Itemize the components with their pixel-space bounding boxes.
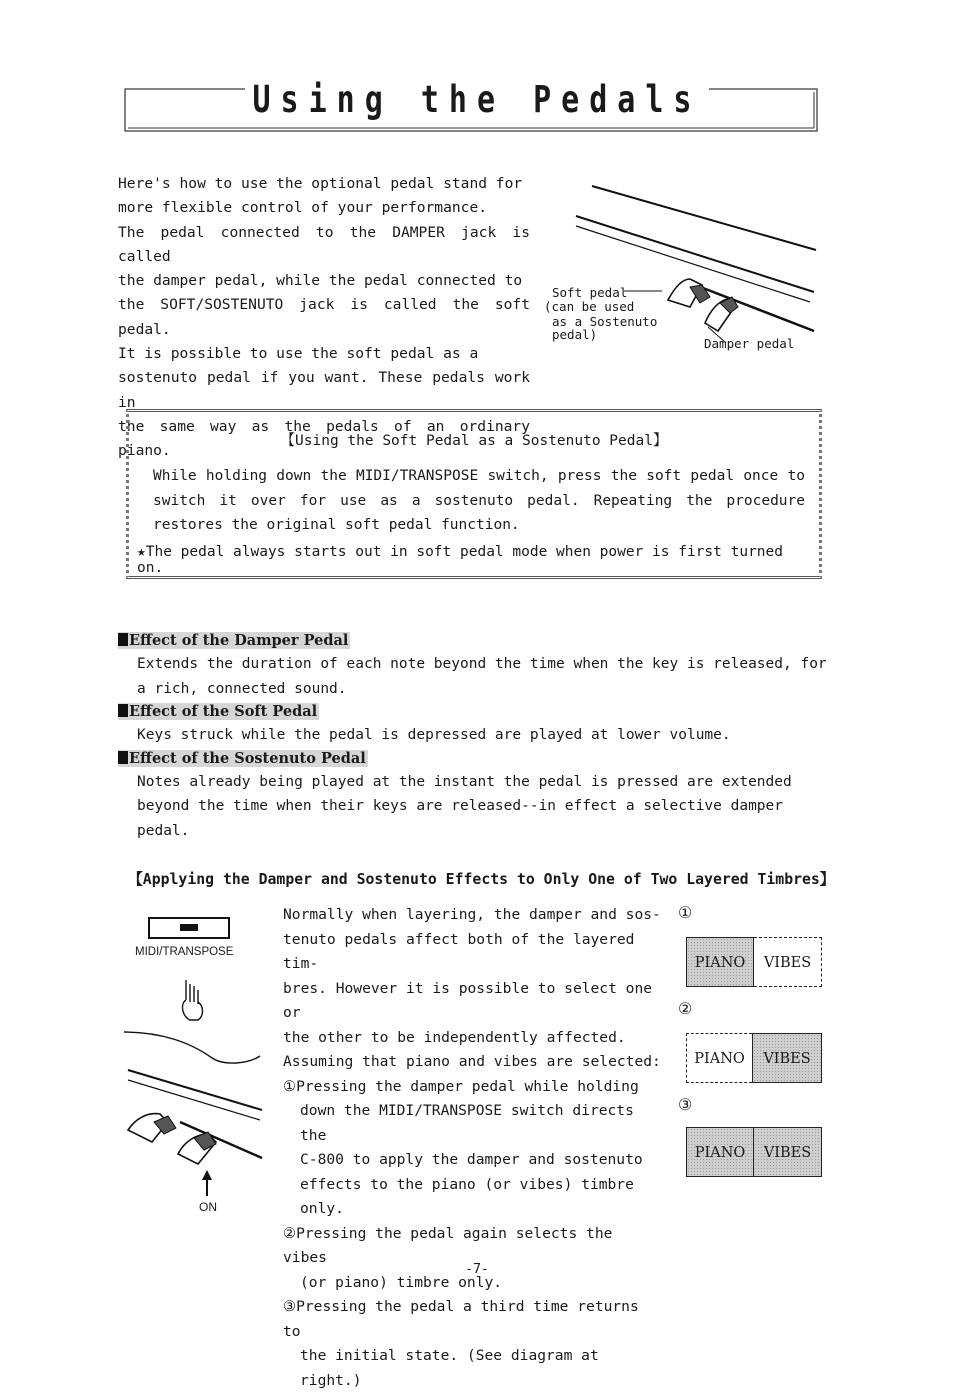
effects-section (118, 630, 830, 843)
effect-body: Extends the duration of each note beyond the time when the key is released, for a rich, connected sound. (137, 656, 827, 697)
intro-line: It is possible to use the soft pedal as a (118, 345, 479, 363)
step-1-line: down the MIDI/TRANSPOSE switch directs the (300, 1102, 634, 1144)
step-2-line: (or piano) timbre only. (300, 1273, 503, 1291)
piano-timbre-box: PIANO (686, 937, 754, 987)
intro-line: The pedal connected to the DAMPER jack is called (118, 223, 530, 265)
layering-line: Assuming that piano and vibes are selected: (283, 1053, 661, 1070)
step-3-line: ③Pressing the pedal a third time returns to (283, 1298, 639, 1340)
layering-line: bres. However it is possible to select one or (283, 979, 653, 1021)
on-label: ON (199, 1200, 217, 1214)
pedal-press-illustration (120, 972, 270, 1202)
soft-pedal-label-note: pedal) (552, 327, 598, 342)
diagram-step-number: ② (678, 999, 693, 1018)
intro-line: Here's how to use the optional pedal stand for (118, 175, 523, 192)
effect-body: Notes already being played at the instant the pedal is pressed are extended beyond the time when their keys are released--in effect a selective damper pedal. (137, 773, 792, 839)
step-2-line: ②Pressing the pedal again selects the vibes (283, 1224, 613, 1266)
effect-body: Keys struck while the pedal is depressed are played at lower volume. (137, 727, 731, 743)
square-bullet-icon (118, 751, 128, 764)
effect-heading: Effect of the Damper Pedal (118, 632, 350, 649)
soft-pedal-label-note: (can be used (544, 299, 635, 314)
box-title: 【Using the Soft Pedal as a Sostenuto Pedal】 (280, 433, 668, 449)
effect-heading: Effect of the Soft Pedal (118, 703, 319, 720)
layering-text (283, 903, 663, 1393)
midi-transpose-switch-icon (148, 917, 230, 939)
diagram-step-number: ① (678, 903, 693, 922)
vibes-timbre-box: VIBES (754, 1127, 822, 1177)
step-1-line: C-800 to apply the damper and sostenuto (300, 1151, 643, 1168)
pressing-hand-icon (183, 980, 203, 1020)
step-1-line: ①Pressing the damper pedal while holding (283, 1077, 639, 1095)
sostenuto-info-box (126, 409, 822, 579)
page-title: Using the Pedals (0, 78, 954, 122)
timbre-diagram (678, 903, 828, 1183)
pedal-stand-figure (540, 175, 830, 360)
soft-pedal-label-note: as a Sostenuto (552, 314, 658, 329)
step-3-line: the initial state. (See diagram at right.) (300, 1347, 599, 1389)
step-1-line: effects to the piano (or vibes) timbre only. (300, 1175, 634, 1217)
effect-heading: Effect of the Sostenuto Pedal (118, 750, 368, 767)
layering-line: tenuto pedals affect both of the layered tim- (283, 930, 635, 972)
intro-line: the SOFT/SOSTENUTO jack is called the soft pedal. (118, 296, 530, 338)
intro-line: sostenuto pedal if you want. These pedals work in (118, 369, 530, 411)
soft-pedal-label: Soft pedal (552, 285, 628, 300)
intro-line: the damper pedal, while the pedal connected to (118, 272, 523, 290)
intro-line: more flexible control of your performance. (118, 199, 488, 217)
midi-transpose-label: MIDI/TRANSPOSE (135, 946, 234, 958)
layering-heading: 【Applying the Damper and Sostenuto Effects to Only One of Two Layered Timbres】 (128, 871, 835, 888)
square-bullet-icon (118, 704, 128, 717)
intro-line: the same way as the pedals of an ordinary piano. (118, 417, 530, 460)
vibes-timbre-box: VIBES (754, 937, 822, 987)
layering-line: Normally when layering, the damper and sos- (283, 906, 661, 923)
page-number: -7- (465, 1262, 489, 1277)
layering-line: the other to be independently affected. (283, 1028, 626, 1046)
box-body: While holding down the MIDI/TRANSPOSE switch, press the soft pedal once to switch it over for use as a sostenuto pedal. Repeating the procedure restores the original soft pedal function. (153, 468, 805, 533)
box-note: ★The pedal always starts out in soft pedal mode when power is first turned on. (137, 544, 784, 576)
diagram-step-number: ③ (678, 1095, 693, 1114)
vibes-timbre-box: VIBES (752, 1033, 822, 1083)
piano-timbre-box: PIANO (686, 1127, 754, 1177)
square-bullet-icon (118, 633, 128, 646)
damper-pedal-label: Damper pedal (704, 336, 795, 351)
piano-timbre-box: PIANO (686, 1033, 752, 1083)
